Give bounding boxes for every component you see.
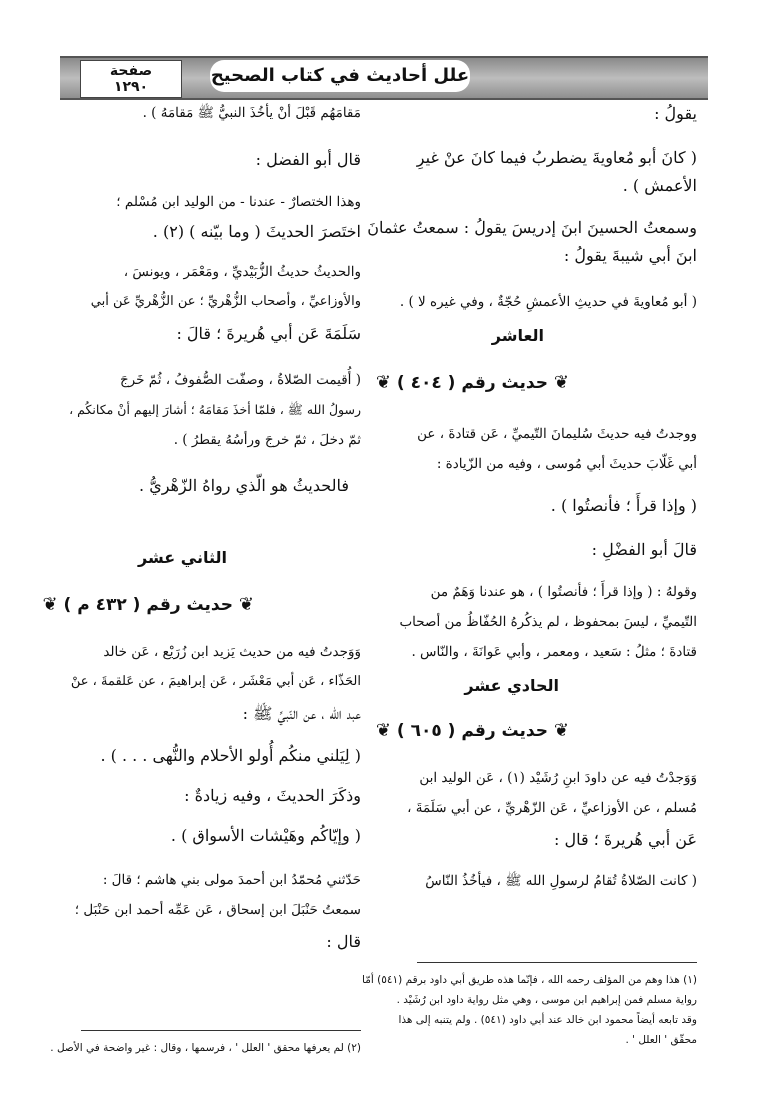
footnote-line: رواية مسلم فمن إبراهيم ابن موسى ، وهي مثل رواية داود ابن رُشَيْد . bbox=[396, 994, 697, 1006]
text-line: والأوزاعيِّ ، وأصحاب الزُّهْريِّ ؛ عن الزُّهْريِّ عَن أبي bbox=[90, 294, 361, 309]
hadith-heading bbox=[376, 372, 569, 393]
footnote-line: (٢) لم يعرفها محقق ' العلل ' ، فرسمها ، وقال : غير واضحة في الأصل . bbox=[50, 1042, 361, 1054]
text-line: اختَصرَ الحديثَ ( وما بيّنه ) (٢) . bbox=[152, 222, 361, 241]
text-line: ابنَ أبي شيبةَ يقولُ : bbox=[563, 246, 697, 265]
text-line: الحَذّاء ، عَن أبي مَعْشَر ، عَن إبراهيمَ ، عن عَلقمةَ ، عنْ bbox=[70, 674, 361, 689]
footnote-rule bbox=[81, 1030, 361, 1031]
text-line: ثمّ دخلَ ، ثمّ خرجَ ورأسُهُ يقطرُ ) . bbox=[173, 432, 361, 448]
section-heading: الحادي عشر bbox=[464, 676, 559, 695]
ornament-icon: ❦ bbox=[42, 594, 58, 615]
ornament-icon: ❦ bbox=[238, 594, 254, 615]
text-line: رسولُ الله ﷺ ، فلمّا أخذَ مَقامَهُ ؛ أشارَ إليهم أنْ مكانكُم ، bbox=[69, 402, 361, 417]
hadith-number: حديث رقم ( ٤٠٤ ) bbox=[396, 373, 548, 393]
page-label: صفحة bbox=[109, 63, 153, 79]
text-line: وهذا الختصارٌ - عندنا - من الوليد ابن مُسْلم ؛ bbox=[116, 194, 361, 210]
ornament-icon: ❦ bbox=[553, 720, 569, 741]
ornament-icon: ❦ bbox=[375, 372, 391, 393]
footnote-line: (١) هذا وهم من المؤلف رحمه الله ، فإنّما هذه طريق أبي داود برقم (٥٤١) أمّا bbox=[362, 974, 697, 986]
text-line: حَدّثني مُحمّدُ ابن أحمدَ مولى بني هاشم ؛ قالَ : bbox=[102, 872, 361, 888]
text-line: ووجدتُ فيه حديثَ سُليمانَ التّيميِّ ، عَن قتادةَ ، عن bbox=[417, 426, 697, 442]
section-heading: العاشر bbox=[491, 326, 544, 345]
hadith-number: حديث رقم ( ٤٣٢ م ) bbox=[63, 595, 233, 615]
text-line: مُسلم ، عن الأوزاعيِّ ، عَن الزّهْريِّ ، عن أبي سَلَمَةَ ، bbox=[407, 800, 697, 816]
page-title: علل أحاديث في كتاب الصحيح bbox=[210, 60, 470, 92]
text-line: ( لِيَلني منكُم أُولو الأحلام والنُّهى . . . ) . bbox=[100, 746, 361, 765]
text-line: الأعمش ) . bbox=[622, 176, 697, 195]
text-line: ( وإيّاكُم وهَيْشات الأسواق ) . bbox=[170, 826, 361, 845]
text-line: والحديثُ حديثُ الزُّبَيْديِّ ، ومَعْمَر ، ويونسَ ، bbox=[123, 264, 361, 280]
page-number: ١٢٩٠ bbox=[113, 79, 149, 95]
text-line: سمعتُ حَنْبَلَ ابن إسحاق ، عَن عَمِّه أحمد ابن حَنْبَل ؛ bbox=[74, 902, 361, 918]
footnote-line: وقد تابعه أيضاً محمود ابن خالد عند أبي داود (٥٤١) . ولم يتنبه إلى هذا bbox=[398, 1014, 697, 1026]
text-line: يقولُ : bbox=[654, 104, 697, 123]
text-line: قتادةَ ؛ مثلُ : سَعيد ، ومعمر ، وأبي عَوانَةَ ، والنّاس . bbox=[411, 644, 697, 660]
text-line: عبد الله ، عن النّبيِّ ﷺ : bbox=[242, 704, 361, 723]
text-line: قال : bbox=[326, 932, 361, 951]
text-line: قالَ أبو الفضْلِ : bbox=[591, 540, 697, 559]
text-line: وَوَجدتُ فيه من حديث يَزيد ابن زُرَيْع ، عَن خالد bbox=[103, 644, 361, 660]
text-line: ( أبو مُعاويةَ في حديثِ الأعمشِ حُجّةٌ ، وفي غيره لا ) . bbox=[399, 294, 697, 310]
text-line: مَقامَهُم قَبْلَ أنْ يأخُذَ النبيُّ ﷺ مَقامَهُ ) . bbox=[142, 105, 361, 121]
page-number-box bbox=[80, 60, 182, 98]
footnote-rule bbox=[417, 962, 697, 963]
ornament-icon: ❦ bbox=[553, 372, 569, 393]
text-line: أبي غَلّابَ حديثَ أبي مُوسى ، وفيه من الزّيادة : bbox=[436, 456, 697, 472]
text-line: وَوَجدْتُ فيه عن داودَ ابنِ رُشَيْد (١) ، عَن الوليد ابن bbox=[419, 770, 697, 786]
text-line: ( كانَ أبو مُعاويةَ يضطربُ فيما كانَ عنْ غيرِ bbox=[416, 148, 697, 167]
ornament-icon: ❦ bbox=[375, 720, 391, 741]
text-line: وسمعتُ الحسينَ ابنَ إدريسَ يقولُ : سمعتُ عثمانَ bbox=[367, 218, 697, 237]
text-line: ( أُقيمت الصّلاةُ ، وصفّت الصُّفوفُ ، ثُمّ خَرجَ bbox=[119, 372, 361, 388]
text-line: وذكَرَ الحديثَ ، وفيه زيادةٌ : bbox=[184, 786, 361, 805]
text-line: ( وإذا قرأَ ؛ فأنصتُوا ) . bbox=[550, 496, 697, 515]
footnote-line: محقّق ' العلل ' . bbox=[625, 1034, 697, 1046]
text-line: عَن أبي هُريرةَ ؛ قال : bbox=[554, 830, 697, 849]
section-heading: الثاني عشر bbox=[138, 548, 227, 567]
text-line: وقولهُ : ( وإذا قرأَ ؛ فأنصتُوا ) ، هو عندنا وَهَمٌ من bbox=[430, 584, 697, 600]
text-line: قال أبو الفضل : bbox=[255, 150, 361, 169]
text-line: فالحديثُ هو الّذي رواهُ الزّهْريُّ . bbox=[139, 476, 349, 495]
hadith-heading bbox=[376, 720, 569, 741]
text-line: سَلَمَةَ عَن أبي هُريرةَ ؛ قالَ : bbox=[176, 324, 361, 343]
text-line: التّيميِّ ، ليسَ بمحفوظ ، لم يذكُرهُ الحُفّاظُ من أصحاب bbox=[399, 614, 697, 630]
hadith-heading bbox=[43, 594, 254, 615]
text-line: ( كانت الصّلاةُ تُقامُ لرسولِ الله ﷺ ، فيأخُذُ النّاسُ bbox=[425, 873, 697, 889]
hadith-number: حديث رقم ( ٦٠٥ ) bbox=[396, 721, 548, 741]
